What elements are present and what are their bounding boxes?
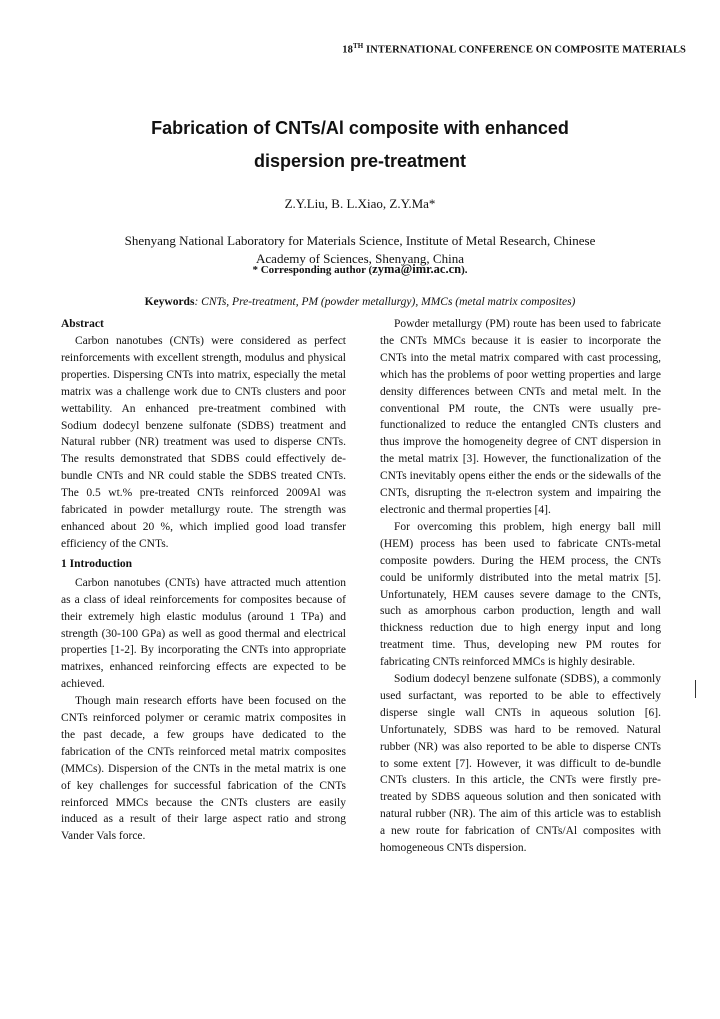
abstract-text: Carbon nanotubes (CNTs) were considered as perfect reinforcements with excellent strength, modulus and physical properties. Dispersing CNTs into matrix, especially the metal matrix was a challenge work due to CNTs clusters and poor wettability. An enhanced pre-treatment combined with Sodium dodecyl benzene sulfonate (SDBS) treatment and Natural rubber (NR) treatment was used to disperse CNTs. The results demonstrated that SDBS could effectively de-bundle CNTs and NR could stable the SDBS treated CNTs. The 0.5 wt.% pre-treated CNTs reinforced 2009Al was fabricated in powder metallurgy route. The strength was enhanced about 20 %, which implied good load transfer efficiency of the CNTs. <box>61 335 346 550</box>
title-line-1: Fabrication of CNTs/Al composite with enhanced <box>151 118 569 138</box>
intro-paragraph-2: Though main research efforts have been focused on the CNTs reinforced polymer or ceramic matrix composites in the past decade, a few groups have dedicated to the fabrication of the CNTs reinforced metal matrix composites (MMCs). Dispersion of the CNTs in the metal matrix is one of key challenges for successful fabrication of the CNTs reinforced MMCs because the CNTs clusters are easily induced as a result of their large aspect ratio and strong Vander Vals force. <box>61 695 346 843</box>
conference-number: 18 <box>342 44 353 56</box>
corresponding-author <box>0 262 720 277</box>
text-cursor <box>695 680 696 698</box>
introduction-heading: 1 Introduction <box>61 557 133 570</box>
intro-paragraph-4: For overcoming this problem, high energy ball mill (HEM) process has been used to fabricate CNTs-metal composite powders. During the HEM process, the CNTs could be uniformly distributed into the metal matrix [5]. Unfortunately, HEM causes severe damage to the CNTs, such as amorphous carbon production, length and wall thickness reduction due to high energy input and long treatment time. Thus, developing new PM routes for fabricating CNTs reinforced MMCs is highly desirable. <box>380 520 661 669</box>
abstract-heading: Abstract <box>61 318 104 330</box>
author-list: Z.Y.Liu, B. L.Xiao, Z.Y.Ma* <box>284 196 436 211</box>
corresponding-close: ). <box>461 264 468 276</box>
affiliation-line-1: Shenyang National Laboratory for Materials Science, Institute of Metal Research, Chinese <box>124 233 596 248</box>
title-line-2: dispersion pre-treatment <box>253 151 467 171</box>
keywords <box>0 296 720 308</box>
conference-title: INTERNATIONAL CONFERENCE ON COMPOSITE MATERIALS <box>363 44 686 56</box>
intro-paragraph-3: Powder metallurgy (PM) route has been used to fabricate the CNTs MMCs because it is easier to incorporate the CNTs into the metal matrix compared with cast processing, which has the problems of poor wetting properties and large density differences between CNTs and metal melt. In the conventional PM route, the CNTs were usually pre-functionalized to reduce the entangled CNTs clusters and thus improve the homogeneity degree of CNT dispersion in the metal matrix [3]. However, the functionalization of the CNTs inevitably opens either the ends or the sidewalls of the CNTs, disrupting the π-electron system and impairing the electronic and thermal properties [4]. <box>380 318 661 516</box>
corresponding-label: * Corresponding author ( <box>252 264 373 276</box>
ordinal-suffix: TH <box>353 42 364 50</box>
affiliation-line-2: Academy of Sciences, Shenyang, China <box>256 251 464 266</box>
left-column <box>61 316 346 845</box>
keywords-text: : CNTs, Pre-treatment, PM (powder metallurgy), MMCs (metal matrix composites) <box>194 296 576 308</box>
paper-title <box>0 112 720 178</box>
right-column <box>380 316 661 857</box>
intro-paragraph-1: Carbon nanotubes (CNTs) have attracted much attention as a class of ideal reinforcements for composites because of their extremely high elastic modulus (around 1 TPa) and strength (30-100 GPa) as well as good thermal and electrical properties [1-2]. By incorporating the CNTs into appropriate matrixes, enhanced reinforcing effects are expected to be achieved. <box>61 576 346 691</box>
conference-name <box>342 42 686 56</box>
corresponding-email[interactable]: zyma@imr.ac.cn <box>372 262 462 276</box>
intro-paragraph-5: Sodium dodecyl benzene sulfonate (SDBS), a commonly used surfactant, was reported to be able to effectively disperse single wall CNTs in aqueous solution [6]. Unfortunately, SDBS was hard to be removed. Natural rubber (NR) was also reported to be able to disperse CNTs to some extent [7]. However, it was difficult to de-bundle CNTs clusters. In this article, the CNTs were firstly pre-treated by SDBS aqueous solution and then sonicated with natural rubber (NR). The aim of this article was to establish a new route for fabrication of CNTs/Al composites with homogeneous CNTs dispersion. <box>380 673 661 855</box>
keywords-label: Keywords <box>144 296 195 308</box>
